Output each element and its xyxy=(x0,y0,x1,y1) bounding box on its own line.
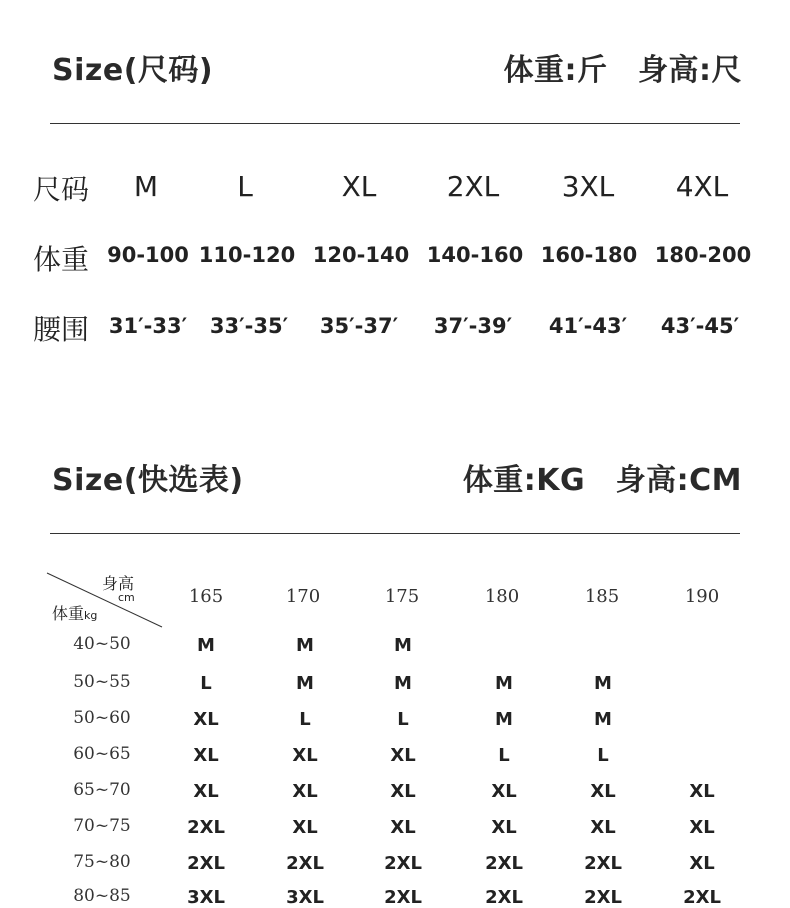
size-cell: 2XL xyxy=(286,853,324,874)
size-cell: XL xyxy=(689,817,715,838)
size-cell: M xyxy=(594,673,612,694)
size-header: 4XL xyxy=(675,170,729,203)
section2-units: 体重:KG 身高:CM xyxy=(462,463,742,498)
size-cell: XL xyxy=(689,853,715,874)
size-cell: 2XL xyxy=(584,853,622,874)
size-header: XL xyxy=(341,170,377,203)
weight-range-label: 75~80 xyxy=(73,852,131,872)
size-cell: XL xyxy=(193,745,219,766)
weight-range-label: 65~70 xyxy=(73,780,131,800)
size-header: M xyxy=(133,170,159,203)
height-header: 190 xyxy=(684,586,720,607)
size-cell: M xyxy=(495,673,513,694)
size-cell: 2XL xyxy=(187,817,225,838)
size-cell: 3XL xyxy=(286,887,324,908)
weight-range-label: 50~55 xyxy=(73,672,131,692)
size-cell: XL xyxy=(590,781,616,802)
size-cell: 2XL xyxy=(683,887,721,908)
waist-value: 41′-43′ xyxy=(548,314,628,338)
row-label-weight: 体重 xyxy=(33,243,90,276)
size-cell: 2XL xyxy=(485,853,523,874)
size-cell: XL xyxy=(390,817,416,838)
waist-value: 35′-37′ xyxy=(319,314,399,338)
size-cell: XL xyxy=(292,745,318,766)
weight-value: 90-100 xyxy=(107,243,189,267)
size-cell: M xyxy=(394,635,412,656)
size-cell: M xyxy=(296,673,314,694)
size-cell: L xyxy=(498,745,510,766)
waist-value: 37′-39′ xyxy=(433,314,513,338)
height-axis-unit: cm xyxy=(118,591,135,604)
size-cell: XL xyxy=(491,817,517,838)
section2-divider xyxy=(50,533,740,534)
waist-value: 31′-33′ xyxy=(108,314,188,338)
weight-range-label: 50~60 xyxy=(73,708,131,728)
size-cell: L xyxy=(200,673,212,694)
size-cell: L xyxy=(597,745,609,766)
size-cell: XL xyxy=(193,709,219,730)
size-cell: M xyxy=(394,673,412,694)
size-cell: L xyxy=(299,709,311,730)
size-cell: M xyxy=(495,709,513,730)
weight-axis-unit: kg xyxy=(84,609,98,622)
size-cell: XL xyxy=(390,745,416,766)
height-header: 185 xyxy=(584,586,620,607)
row-label-waist: 腰围 xyxy=(33,313,90,346)
weight-range-label: 70~75 xyxy=(73,816,131,836)
height-header: 165 xyxy=(188,586,224,607)
weight-axis-text: 体重 xyxy=(52,604,85,623)
size-cell: 2XL xyxy=(485,887,523,908)
size-cell: 2XL xyxy=(384,853,422,874)
size-header: L xyxy=(237,170,253,203)
size-cell: 2XL xyxy=(584,887,622,908)
size-cell: 2XL xyxy=(384,887,422,908)
size-cell: XL xyxy=(292,781,318,802)
height-header: 175 xyxy=(384,586,420,607)
waist-value: 33′-35′ xyxy=(209,314,289,338)
corner-header xyxy=(46,571,164,629)
waist-value: 43′-45′ xyxy=(660,314,740,338)
height-header: 180 xyxy=(484,586,520,607)
section2-title: Size(快选表) xyxy=(52,463,244,498)
weight-value: 120-140 xyxy=(312,243,410,267)
size-cell: M xyxy=(197,635,215,656)
weight-value: 110-120 xyxy=(198,243,296,267)
section1-units: 体重:斤 身高:尺 xyxy=(503,53,742,88)
height-header: 170 xyxy=(285,586,321,607)
size-cell: L xyxy=(397,709,409,730)
row-label-size: 尺码 xyxy=(33,173,90,206)
height-axis-label: 身高 xyxy=(102,574,135,593)
size-header: 2XL xyxy=(446,170,500,203)
weight-value: 140-160 xyxy=(426,243,524,267)
size-cell: XL xyxy=(193,781,219,802)
weight-value: 180-200 xyxy=(654,243,752,267)
size-cell: XL xyxy=(292,817,318,838)
size-cell: M xyxy=(594,709,612,730)
size-cell: XL xyxy=(390,781,416,802)
size-cell: XL xyxy=(590,817,616,838)
size-cell: 2XL xyxy=(187,853,225,874)
weight-range-label: 80~85 xyxy=(73,886,131,906)
section1-divider xyxy=(50,123,740,124)
section1-title: Size(尺码) xyxy=(52,53,214,88)
size-cell: M xyxy=(296,635,314,656)
size-header: 3XL xyxy=(561,170,615,203)
weight-range-label: 60~65 xyxy=(73,744,131,764)
size-cell: XL xyxy=(689,781,715,802)
size-cell: 3XL xyxy=(187,887,225,908)
size-cell: XL xyxy=(491,781,517,802)
weight-range-label: 40~50 xyxy=(73,634,131,654)
weight-value: 160-180 xyxy=(540,243,638,267)
weight-axis-label xyxy=(52,601,97,624)
